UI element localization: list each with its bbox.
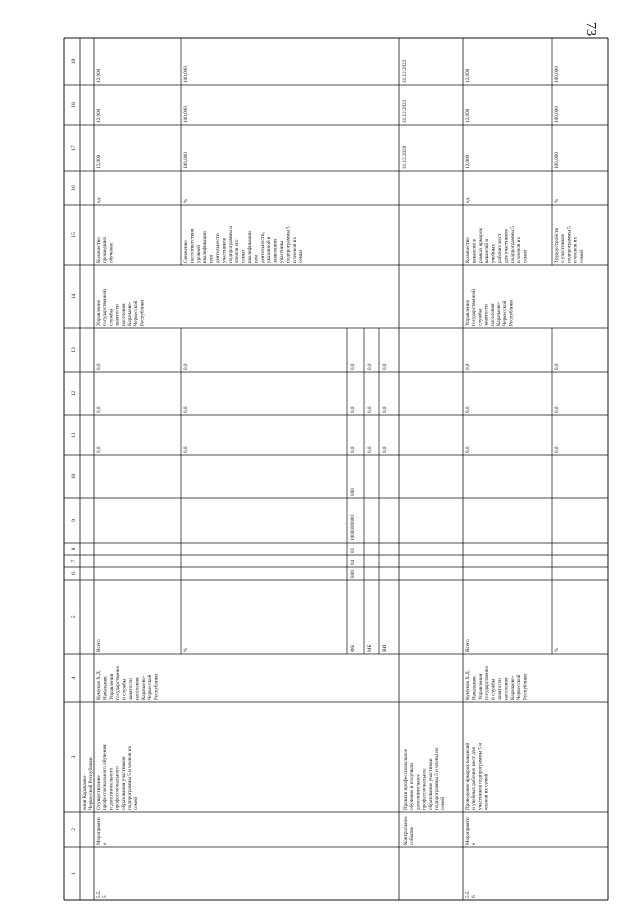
row-556-executor-line-5: занятости [497, 678, 503, 700]
row-556-indicator1-line-1: вакансий в [471, 239, 478, 263]
row-555-executor-line-9: Республики [153, 673, 160, 700]
row-556-name-line-0: Проведение ярмарок вакансий [465, 742, 471, 810]
row-555-responsible-line-7: Республики [139, 299, 146, 326]
row-555-executor-line-5: занятости [128, 678, 134, 700]
row-556-responsible-line-6: Черкесской [502, 300, 509, 326]
row-556-indicator1-line-5: рабочих мест [497, 233, 503, 263]
source-v13: 0,0 [382, 363, 388, 370]
row-556-indicator1-line-3: вакансий и [484, 238, 491, 263]
row-556-responsible-line-1: государственной [471, 289, 478, 326]
page-number: 73 [583, 22, 598, 36]
row-556-responsible-line-3: занятости [483, 304, 490, 326]
table-text [71, 59, 585, 899]
header-number-3: 3 [71, 755, 77, 759]
header-number-10: 10 [71, 473, 77, 480]
row-555-name-line-0: Осуществление [96, 775, 102, 810]
row-556-indicator1-v18: 12,000 [465, 108, 471, 123]
row-556-indicator1-line-8: и членов их [516, 236, 523, 263]
header-number-4: 4 [71, 676, 77, 680]
row-556-indicator2-line-0: Трудоустройств [554, 227, 560, 263]
row-555-indicator2-line-2: уровней [195, 244, 202, 263]
row-555-executor-line-2: Управления [108, 673, 115, 700]
row-556-indicator2-line-1: о участников [560, 234, 567, 263]
row-555-total-label: Всего [96, 639, 102, 652]
row-555-executor-line-6: населения [134, 677, 141, 700]
source-v12: 0,0 [382, 406, 388, 413]
row-555-responsible-line-3: занятости [114, 304, 121, 326]
control-name-line-1: обучение и получили [409, 763, 416, 810]
row-555-indicator2-line-0: Снижение [183, 240, 189, 263]
source-v13: 0,0 [350, 363, 356, 370]
row-556-responsible-line-2: службы [477, 308, 484, 326]
row-555-responsible-line-5: Карачаево- [127, 301, 133, 326]
row-555-indicator2-line-13: указанной в [266, 236, 273, 263]
row-555-percent-label: % [183, 647, 189, 652]
row-556-total-label: Всего [465, 639, 471, 652]
row-556-indicator1-unit: ед. [465, 196, 471, 203]
row-556-indicator2-unit: % [554, 198, 560, 203]
row-556-responsible-line-5: Карачаево- [496, 301, 502, 326]
source-vr: 000 [350, 488, 356, 496]
row-555-percent-v13: 0,0 [183, 363, 189, 370]
row-555-responsible-line-4: населения [120, 303, 127, 326]
row-556-executor-line-1: Начальник [471, 676, 478, 700]
row-555-indicator2-line-18: семьи [298, 249, 305, 263]
source-v11: 0,0 [350, 446, 356, 453]
row-555-indicator2-line-8: членов его [234, 239, 241, 263]
control-name-line-4: образование участники [427, 758, 434, 810]
source-v12: 0,0 [350, 406, 356, 413]
row-556-indicator1-line-6: для участников [503, 229, 510, 263]
row-556-executor-line-3: государственно [484, 665, 491, 700]
carry-over-text-line-0: ения Карачаево- [82, 774, 88, 810]
row-555-executor-line-3: государственно [115, 665, 122, 700]
row-556-percent-v11: 0,0 [554, 446, 560, 453]
row-556-indicator1-v17: 12,000 [465, 154, 471, 169]
row-556-indicator2-v17: 100,000 [554, 152, 560, 169]
row-555-indicator2-line-1: несоответствия [189, 228, 196, 263]
header-number-18: 18 [71, 102, 77, 108]
row-556-indicator2-line-3: и членов их [572, 236, 579, 263]
header-number-7: 7 [71, 559, 77, 563]
row-555-responsible-line-6: Черкесской [133, 300, 140, 326]
row-556-responsible-line-4: населения [489, 303, 496, 326]
control-name-line-0: Прошли профессиональное [403, 748, 409, 810]
row-556-percent-v13: 0,0 [554, 363, 560, 370]
row-555-executor-line-1: Начальник [102, 676, 109, 700]
control-name-line-6: семей [440, 796, 447, 810]
control-name-line-5: подпрограммы 5 и члены их [434, 747, 440, 810]
row-555-indicator2-line-14: заявлениях [272, 238, 279, 263]
row-555-indicator2-line-9: семьи [240, 249, 247, 263]
control-date-2: 31.12.2022 [402, 59, 408, 83]
header-number-5: 5 [71, 615, 77, 619]
row-556-name-line-1: и учебных рабочих мест для [471, 747, 478, 810]
row-555-responsible-line-2: службы [108, 308, 115, 326]
row-556-type-line-1: е [471, 842, 478, 845]
control-type-line-1: событие [409, 826, 416, 845]
table-grid [64, 38, 608, 900]
row-555-indicator2-unit: % [183, 198, 189, 203]
row-555-percent-v11: 0,0 [183, 446, 189, 453]
row-555-type-line-1: е [102, 842, 109, 845]
row-555-executor-line-0: Кумуков Х.Д. [96, 670, 102, 700]
control-type-line-0: Контрольное [403, 816, 409, 845]
header-number-6: 6 [71, 572, 77, 575]
header-number-11: 11 [71, 432, 77, 438]
row-556-executor-line-4: й службы [490, 678, 497, 700]
row-555-total-v13: 0,0 [96, 363, 102, 370]
source-pr: 01 [350, 547, 356, 553]
row-556-executor-line-6: населения [503, 677, 510, 700]
row-555-indicator1-line-2: обучение [108, 242, 115, 263]
row-556-percent-label: % [554, 647, 560, 652]
header-number-9: 9 [71, 519, 77, 522]
header-number-19: 19 [71, 58, 77, 65]
row-555-indicator2-line-6: участников [221, 238, 228, 263]
row-555-indicator1-line-0: Количество [96, 237, 102, 263]
row-555-executor-line-4: й службы [121, 678, 128, 700]
row-555-responsible-line-1: государственной [102, 289, 109, 326]
row-556-total-v11: 0,0 [465, 446, 471, 453]
row-556-responsible-line-0: Управление [465, 299, 471, 326]
row-556-indicator1-line-2: рамках ярмарок [477, 228, 484, 263]
row-555-total-v11: 0,0 [96, 446, 102, 453]
row-555-name-line-6: семей [133, 796, 140, 810]
row-556-indicator1-v19: 12,000 [465, 68, 471, 83]
header-number-13: 13 [71, 347, 77, 353]
row-555-executor-line-8: Черкесской [147, 674, 154, 700]
row-556-executor-line-9: Республики [522, 673, 529, 700]
row-555-indicator2-line-17: и членов их [291, 236, 298, 263]
row-556-total-v12: 0,0 [465, 406, 471, 413]
row-555-indicator2-line-12: деятельности, [259, 232, 266, 263]
row-556-executor-line-8: Черкесской [516, 674, 523, 700]
row-555-indicator1-line-1: прошедших [102, 236, 109, 263]
source-grbs: 800 [350, 570, 356, 578]
header-number-15: 15 [71, 232, 77, 238]
row-555-indicator2-line-11: или [253, 254, 260, 263]
row-556-code-line-1: 6 [471, 895, 478, 898]
row-555-indicator2-v18: 100,000 [183, 106, 189, 123]
row-556-indicator2-v18: 100,000 [554, 106, 560, 123]
header-number-8: 8 [71, 547, 77, 551]
source-v11: 0,0 [382, 446, 388, 453]
row-555-total-v12: 0,0 [96, 406, 102, 413]
carry-over-text-line-1: Черкесской Республики [88, 757, 95, 810]
source-v13: 0,0 [367, 363, 373, 370]
row-555-percent-v12: 0,0 [183, 406, 189, 413]
row-556-code-line-0: 5.5. [465, 890, 471, 898]
source-label-МБ: МБ [367, 644, 373, 652]
row-555-responsible-line-0: Управление [96, 299, 102, 326]
row-555-indicator1-v19: 12,000 [96, 68, 102, 83]
row-556-percent-v12: 0,0 [554, 406, 560, 413]
row-555-name-line-2: и дополнительного [108, 767, 115, 810]
control-date-1: 31.12.2021 [402, 99, 408, 123]
header-number-1: 1 [71, 872, 77, 875]
control-name-line-3: профессиональное [421, 768, 428, 810]
row-555-code-line-1: 5 [102, 895, 109, 898]
header-number-16: 16 [71, 185, 77, 191]
row-556-executor-line-0: Кумуков Х.Д. [465, 670, 471, 700]
row-555-name-line-1: профессионального обучения [102, 744, 109, 810]
row-556-type-line-0: Мероприяти [465, 817, 471, 845]
row-555-indicator2-line-4: или [208, 254, 215, 263]
row-556-indicator1-line-9: семей [522, 249, 529, 263]
control-date-0: 31.12.2020 [402, 145, 408, 169]
row-555-code-line-0: 5.5. [96, 890, 102, 898]
row-555-indicator1-v17: 12,000 [96, 154, 102, 169]
row-556-executor-line-7: Карачаево- [509, 675, 516, 700]
header-number-2: 2 [71, 828, 77, 831]
row-556-indicator2-v19: 100,000 [554, 66, 560, 83]
row-555-indicator2-line-10: квалификации [247, 231, 253, 263]
row-556-indicator1-line-7: подпрограммы 5 [509, 226, 516, 263]
row-555-indicator2-line-5: деятельности [215, 233, 221, 263]
row-555-indicator2-v17: 100,000 [183, 152, 189, 169]
row-556-indicator1-line-4: учебных [490, 244, 497, 263]
row-556-responsible-line-7: Республики [508, 299, 515, 326]
row-556-name-line-3: членов их семей [483, 773, 490, 810]
source-v12: 0,0 [367, 406, 373, 413]
row-556-total-v13: 0,0 [465, 363, 471, 370]
source-label-ФБ: ФБ [350, 644, 356, 652]
header-number-17: 17 [71, 145, 77, 151]
header-number-12: 12 [71, 390, 77, 397]
header-number-14: 14 [71, 293, 77, 300]
row-555-indicator2-line-7: подпрограммы и [227, 226, 234, 263]
row-555-indicator1-unit: ед. [96, 196, 102, 203]
source-label-ВИ: ВИ [382, 644, 388, 652]
row-555-type-line-0: Мероприяти [96, 817, 102, 845]
control-name-line-2: дополнительное [415, 774, 422, 810]
row-556-name-line-2: участников подпрограммы 5 и [477, 742, 484, 810]
row-556-indicator2-line-4: семей [578, 249, 585, 263]
row-556-executor-line-2: Управления [477, 673, 484, 700]
row-555-indicator2-v19: 100,000 [183, 66, 189, 83]
row-555-name-line-4: образования участников [120, 756, 127, 810]
row-556-indicator2-line-2: подпрограммы 5 [566, 226, 573, 263]
row-555-indicator2-line-16: подпрограммы 5 [285, 226, 292, 263]
row-555-executor-line-7: Карачаево- [140, 675, 147, 700]
source-rz: 04 [350, 559, 356, 565]
row-555-indicator1-v18: 12,000 [96, 108, 102, 123]
row-555-name-line-3: профессионального [114, 766, 121, 810]
source-csr: 1000000000 [350, 515, 356, 541]
row-555-indicator2-line-15: участника [279, 240, 285, 263]
row-556-indicator1-line-0: Количество [465, 237, 471, 263]
row-555-indicator2-line-3: квалификации [202, 231, 209, 263]
source-v11: 0,0 [367, 446, 373, 453]
row-555-name-line-5: подпрограммы 5 и членов их [127, 745, 133, 810]
